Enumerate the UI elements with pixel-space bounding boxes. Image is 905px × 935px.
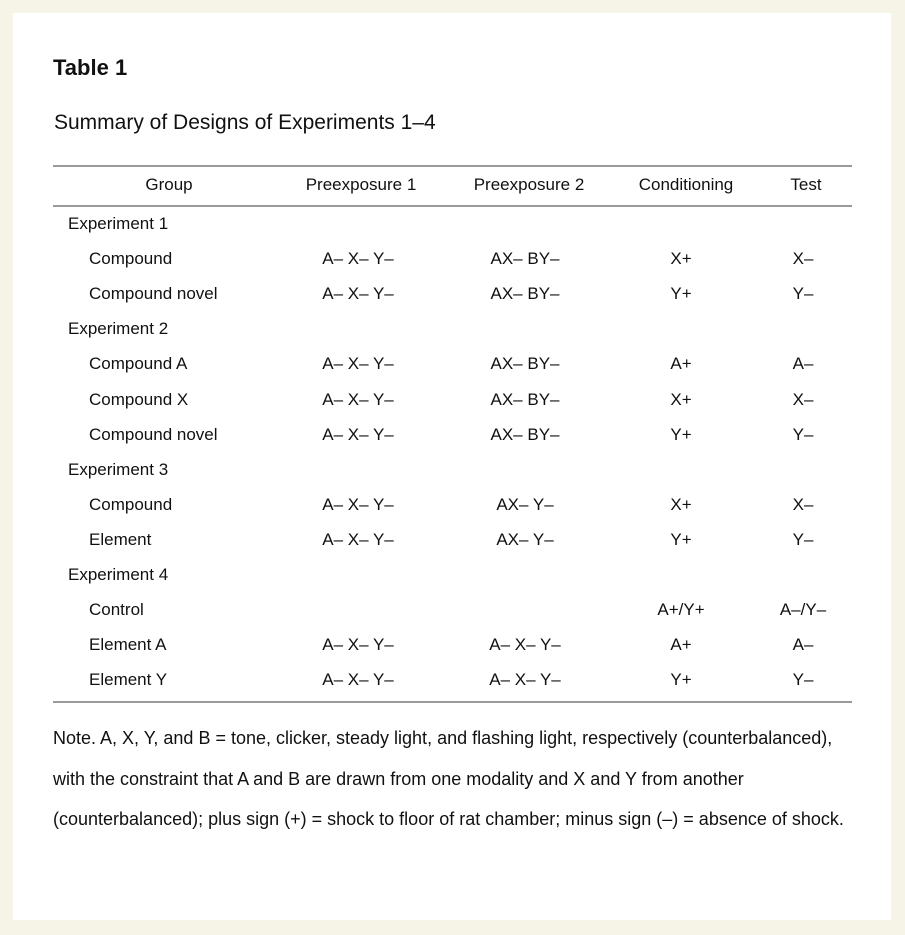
table-row bbox=[13, 418, 891, 453]
group-name-cell: Compound novel bbox=[89, 284, 218, 304]
group-name-cell: Compound A bbox=[89, 354, 188, 374]
test-cell: Y– bbox=[792, 670, 814, 690]
experiment-label: Experiment 4 bbox=[68, 565, 169, 584]
preexposure-2-cell: A– X– Y– bbox=[489, 670, 561, 690]
header-preexposure-2: Preexposure 2 bbox=[473, 175, 585, 194]
group-name-cell: Compound novel bbox=[89, 424, 218, 444]
test-cell: Y– bbox=[792, 424, 814, 444]
conditioning-cell: Y+ bbox=[670, 670, 692, 690]
test-cell: A–/Y– bbox=[779, 600, 827, 620]
group-name-cell: Compound X bbox=[89, 389, 189, 409]
preexposure-1-cell: A– X– Y– bbox=[322, 529, 394, 549]
table-row bbox=[13, 347, 891, 382]
header-group: Group bbox=[145, 175, 193, 194]
preexposure-2-cell: AX– BY– bbox=[490, 424, 560, 444]
preexposure-2-cell: AX– Y– bbox=[496, 529, 554, 549]
conditioning-cell: X+ bbox=[670, 249, 692, 269]
preexposure-1-cell: A– X– Y– bbox=[322, 354, 394, 374]
preexposure-2-cell: A– X– Y– bbox=[489, 635, 561, 655]
experiment-heading-row bbox=[13, 558, 891, 593]
preexposure-2-cell: AX– BY– bbox=[490, 249, 560, 269]
conditioning-cell: A+/Y+ bbox=[657, 600, 705, 620]
group-name-cell: Element A bbox=[89, 635, 167, 655]
conditioning-cell: A+ bbox=[670, 635, 692, 655]
preexposure-1-cell: A– X– Y– bbox=[322, 249, 394, 269]
conditioning-cell: Y+ bbox=[670, 424, 692, 444]
bottom-rule bbox=[53, 701, 852, 703]
test-cell: A– bbox=[792, 354, 814, 374]
header-conditioning: Conditioning bbox=[638, 175, 734, 194]
top-rule bbox=[53, 165, 852, 167]
group-name-cell: Compound bbox=[89, 249, 173, 269]
conditioning-cell: A+ bbox=[670, 354, 692, 374]
test-cell: X– bbox=[792, 389, 814, 409]
experiment-label: Experiment 2 bbox=[68, 319, 169, 339]
preexposure-1-cell: A– X– Y– bbox=[322, 424, 394, 444]
table-card bbox=[13, 13, 891, 920]
table-row bbox=[13, 277, 891, 312]
table-label: Table 1 bbox=[53, 55, 128, 80]
table-row bbox=[13, 663, 891, 698]
preexposure-1-cell: A– X– Y– bbox=[322, 670, 394, 690]
conditioning-cell: Y+ bbox=[670, 529, 692, 549]
group-name-cell: Element Y bbox=[89, 670, 168, 690]
conditioning-cell: Y+ bbox=[670, 284, 692, 304]
group-name-cell: Control bbox=[89, 600, 144, 620]
header-preexposure-1: Preexposure 1 bbox=[305, 175, 417, 194]
table-row bbox=[13, 242, 891, 277]
preexposure-1-cell: A– X– Y– bbox=[322, 494, 394, 514]
table-row bbox=[13, 593, 891, 628]
test-cell: Y– bbox=[792, 284, 814, 304]
preexposure-1-cell: A– X– Y– bbox=[322, 635, 394, 655]
preexposure-1-cell: A– X– Y– bbox=[322, 389, 394, 409]
preexposure-1-cell: A– X– Y– bbox=[322, 284, 394, 304]
conditioning-cell: X+ bbox=[670, 494, 692, 514]
header-test: Test bbox=[790, 175, 822, 194]
experiment-heading-row bbox=[13, 312, 891, 347]
test-cell: Y– bbox=[792, 529, 814, 549]
experiment-label: Experiment 3 bbox=[68, 459, 169, 479]
test-cell: X– bbox=[792, 249, 814, 269]
table-row bbox=[13, 383, 891, 418]
experiment-heading-row bbox=[13, 207, 891, 242]
preexposure-2-cell: AX– Y– bbox=[496, 494, 554, 514]
test-cell: X– bbox=[792, 494, 814, 514]
table-row bbox=[13, 523, 891, 558]
table-caption: Summary of Designs of Experiments 1–4 bbox=[54, 111, 436, 134]
test-cell: A– bbox=[792, 635, 814, 655]
experiment-heading-row bbox=[13, 453, 891, 488]
table-row bbox=[13, 488, 891, 523]
preexposure-2-cell: AX– BY– bbox=[490, 284, 560, 304]
table-note: Note. A, X, Y, and B = tone, clicker, steady light, and flashing light, respectively (counterbalanced), with the constraint that A and B are drawn from one modality and X and Y from another (counterbalanced); plus sign (+) = shock to floor of rat chamber; minus sign (–) = absence of shock. bbox=[53, 728, 844, 829]
table-row bbox=[13, 628, 891, 663]
preexposure-2-cell: AX– BY– bbox=[490, 389, 560, 409]
group-name-cell: Element bbox=[89, 529, 152, 549]
conditioning-cell: X+ bbox=[670, 389, 692, 409]
group-name-cell: Compound bbox=[89, 494, 173, 514]
preexposure-2-cell: AX– BY– bbox=[490, 354, 560, 374]
experiment-label: Experiment 1 bbox=[68, 214, 169, 233]
